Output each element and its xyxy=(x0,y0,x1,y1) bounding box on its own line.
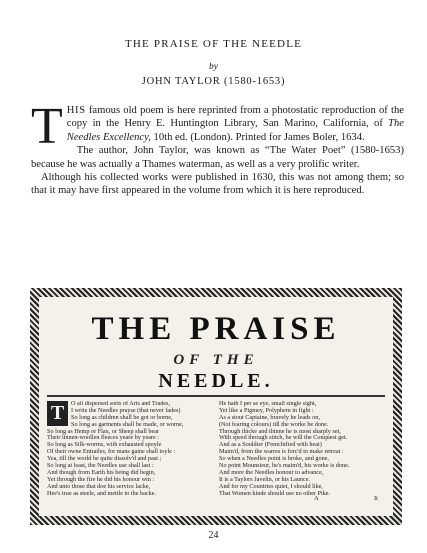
verse-line: And more the Needles honour to advance, xyxy=(219,468,324,476)
verse-line: O all dispersed sorts of Arts and Trades, xyxy=(71,401,170,407)
verse-line: So when a Needles point is broke, and gone, xyxy=(219,455,329,463)
paragraph-1-text: famous old poem is here reprinted from a photostatic reproduction of the copy in the Henry E. Huntington Library, San Marino, California, of xyxy=(66,105,404,130)
verse-line: So long at least, the Needles use shall last : xyxy=(47,462,154,470)
verse-line: As a stout Captaine, bravely he leads on, xyxy=(219,413,320,421)
verse-line: Hee's true as steele, and mettle to the backe. xyxy=(47,489,157,497)
verse-line: With speed through stitch, he will the Conquest get. xyxy=(219,434,348,442)
paragraph-1-caps: HIS xyxy=(66,105,86,116)
verse-line: So long as Hemp or Flax, or Sheep shall bear xyxy=(47,427,160,435)
facsimile-rule xyxy=(47,395,385,397)
introduction xyxy=(31,98,404,198)
paragraph-1-tail: 10th ed. (London). Printed for James Boler, 1634. xyxy=(150,131,365,143)
verse-column-right xyxy=(219,401,379,497)
verse-line: Through thicke and thinne he is most sharply set, xyxy=(219,427,341,435)
poem-title: THE PRAISE OF THE NEEDLE xyxy=(124,38,303,50)
verse-line: So long as garments shall be made, or worne, xyxy=(71,420,184,428)
verse-line: Of their owne Entrailes, for mans gaine shall toyle : xyxy=(47,448,176,456)
verse-line: He hath I per se eye, small single sight, xyxy=(219,401,317,407)
paragraph-1 xyxy=(31,98,404,155)
verse-line: And though from Earth his being did begin, xyxy=(47,468,156,476)
verse-line: (Not fearing colours) till the worke be done. xyxy=(219,420,329,428)
facsimile-image xyxy=(30,288,402,525)
author-name: JOHN TAYLOR (1580-1653) xyxy=(141,76,286,87)
verse-line: Yea, till the world be quite dissolv'd and past ; xyxy=(47,455,162,463)
verse-column-left xyxy=(47,401,207,497)
verse-line: And as a Souldier (Frenchified with heat) xyxy=(219,441,322,449)
paragraph-3: Although his collected works were published in 1630, this was not among them; so that it may have first appeared in the volume from which it is here reproduced. xyxy=(31,172,404,197)
facsimile-title: THE PRAISE xyxy=(91,311,341,347)
verse-line: Maim'd, from the warres is forc'd to make retreat : xyxy=(219,448,344,456)
verse-line: So long as children shall be got or borne, xyxy=(71,413,173,421)
verse-line: So long as Silk-worms, with exhausted spoyle xyxy=(47,441,162,449)
verse-line: I write the Needles prayse (that never fades) xyxy=(71,406,181,414)
catchword: It xyxy=(374,495,378,502)
page-number: 24 xyxy=(208,530,219,541)
facsimile-of-the: OF THE xyxy=(173,352,259,368)
facsimile-page xyxy=(39,297,393,516)
verse-line: That Women kinde should use no other Pike. xyxy=(219,489,331,497)
paragraph-2: The author, John Taylor, was known as “The Water Poet” (1580-1653) because he was actually a Thames waterman, as well as a very prolific writer. xyxy=(31,145,404,170)
facsimile-needle: NEEDLE. xyxy=(158,370,274,392)
book-title: The Needles Excellency, xyxy=(66,118,404,143)
facsimile-drop-cap: T xyxy=(47,401,68,426)
verse-line: Their linnen-woollen fleeces yeare by yeare : xyxy=(47,434,160,442)
drop-cap: T xyxy=(31,98,63,155)
verse-line: And for my Countries quiet, I should like, xyxy=(219,482,323,490)
byline: by xyxy=(209,62,218,72)
verse-line: No point Mounsieur, he's maim'd, his worke is done. xyxy=(219,462,350,470)
verse-line: Yet through the fire he did his honour win : xyxy=(47,475,155,483)
signature-mark: A xyxy=(314,495,319,502)
verse-line: And unto those that doe his service lacke, xyxy=(47,482,151,490)
verse-line: Yet like a Pigmey, Polyphem in fight : xyxy=(219,406,314,414)
verse-line: It is a Taylors Javelin, or his Launce. xyxy=(219,475,311,483)
